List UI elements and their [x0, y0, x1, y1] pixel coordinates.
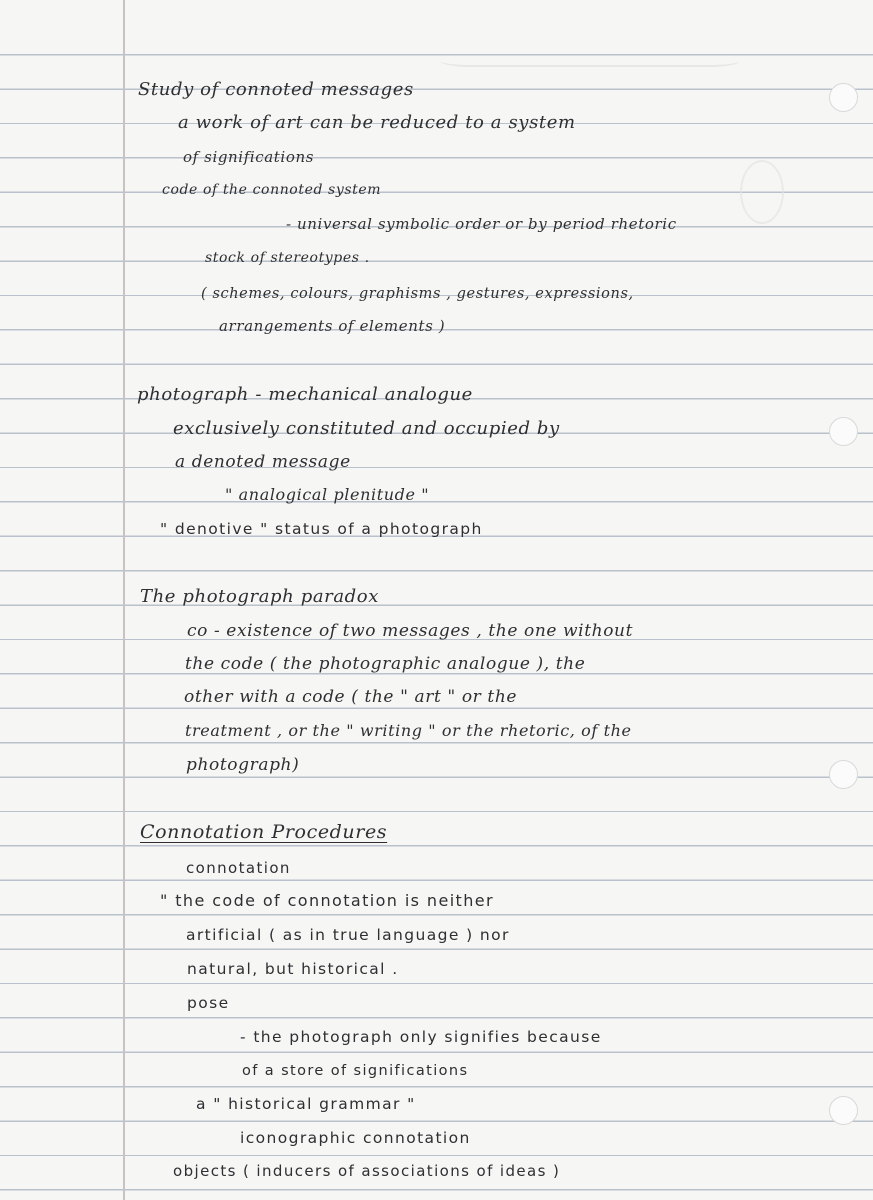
note-line: photograph)	[186, 755, 300, 775]
margin-rule	[123, 0, 125, 1200]
note-line: a " historical grammar "	[196, 1095, 416, 1113]
note-line: - the photograph only signifies because	[240, 1028, 602, 1046]
punch-hole	[829, 83, 858, 112]
note-line: objects ( inducers of associations of ideas )	[173, 1162, 561, 1180]
punch-hole	[829, 1096, 858, 1125]
punch-hole	[829, 417, 858, 446]
note-line: a denoted message	[175, 452, 351, 472]
note-line: code of the connoted system	[162, 182, 382, 198]
section-heading: Connotation Procedures	[140, 821, 388, 843]
note-line: of significations	[183, 148, 315, 166]
note-line: ( schemes, colours, graphisms , gestures, expressions,	[201, 286, 634, 302]
punch-hole	[829, 760, 858, 789]
note-line: iconographic connotation	[240, 1129, 471, 1147]
note-line: stock of stereotypes .	[205, 250, 370, 266]
note-line: photograph - mechanical analogue	[137, 384, 473, 405]
note-line: Study of connoted messages	[138, 79, 414, 100]
note-line: treatment , or the " writing " or the rhetoric, of the	[185, 721, 632, 740]
show-through-marks	[740, 160, 784, 224]
note-line: " analogical plenitude "	[225, 485, 430, 504]
note-line: of a store of significations	[242, 1063, 469, 1079]
note-line: - universal symbolic order or by period rhetoric	[286, 215, 677, 233]
note-line: " denotive " status of a photograph	[160, 520, 483, 538]
note-line: other with a code ( the " art " or the	[184, 687, 518, 707]
note-line: " the code of connotation is neither	[160, 891, 494, 910]
note-line: connotation	[186, 859, 291, 877]
note-line: natural, but historical .	[187, 960, 399, 978]
note-line: pose	[187, 994, 230, 1012]
show-through-marks	[440, 5, 740, 67]
note-heading: The photograph paradox	[140, 586, 379, 607]
note-line: artificial ( as in true language ) nor	[186, 926, 510, 944]
note-line: exclusively constituted and occupied by	[173, 418, 560, 439]
note-line: the code ( the photographic analogue ), the	[185, 654, 586, 674]
note-line: arrangements of elements )	[219, 317, 446, 335]
note-line: a work of art can be reduced to a system	[178, 112, 576, 133]
note-line: co - existence of two messages , the one without	[187, 621, 634, 641]
